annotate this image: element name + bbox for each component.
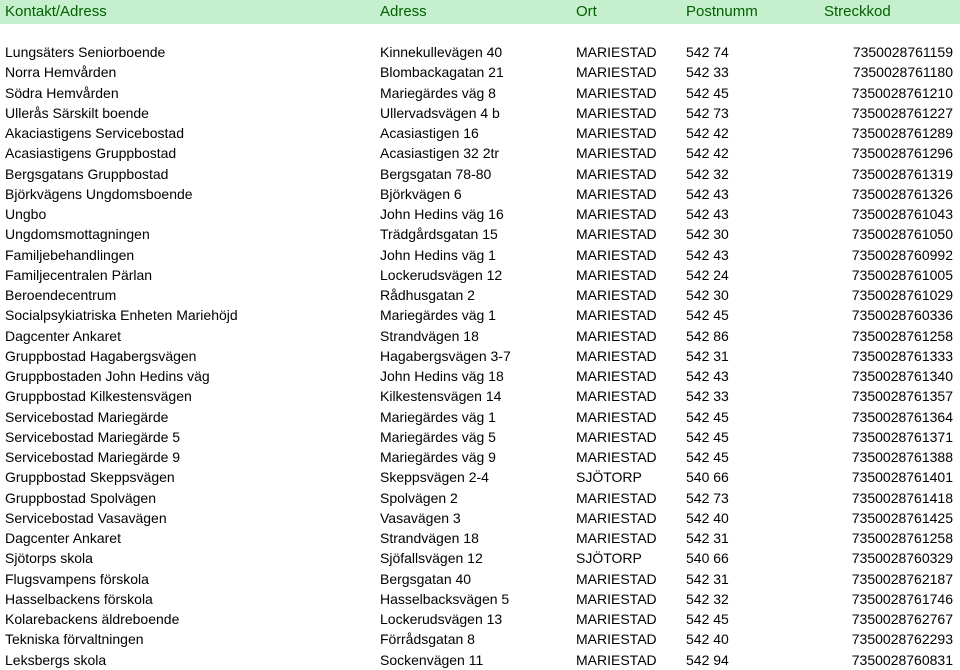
table-row bbox=[0, 103, 960, 123]
table-row bbox=[0, 589, 960, 609]
contact-name-cell[interactable]: Ungbo bbox=[5, 206, 47, 222]
table-row bbox=[0, 83, 960, 103]
barcode-cell[interactable]: 7350028761746 bbox=[851, 590, 953, 607]
contact-name-cell[interactable]: Akaciastigens Servicebostad bbox=[5, 125, 184, 141]
contact-name-cell[interactable]: Hasselbackens förskola bbox=[5, 590, 153, 607]
city-cell[interactable]: MARIESTAD bbox=[576, 145, 657, 162]
address-cell[interactable]: Hagabergsvägen 3-7 bbox=[380, 347, 511, 364]
address-cell[interactable]: Bergsgatan 78-80 bbox=[380, 165, 492, 182]
barcode-cell[interactable]: 7350028760831 bbox=[851, 651, 953, 668]
contact-name-cell[interactable]: Gruppbostaden John Hedins väg bbox=[5, 368, 210, 384]
address-cell[interactable]: Mariegärdes väg 5 bbox=[380, 428, 496, 445]
header-city[interactable]: Ort bbox=[576, 3, 597, 20]
postal-code-cell[interactable]: 542 45 bbox=[686, 408, 729, 425]
address-cell[interactable]: Förrådsgatan 8 bbox=[380, 631, 475, 648]
postal-code-cell[interactable]: 542 86 bbox=[686, 327, 729, 344]
postal-code-cell[interactable]: 542 43 bbox=[686, 185, 729, 202]
table-row bbox=[0, 528, 960, 548]
postal-code-cell[interactable]: 542 45 bbox=[686, 449, 729, 465]
city-cell[interactable]: MARIESTAD bbox=[576, 125, 657, 141]
table-row bbox=[0, 326, 960, 346]
barcode-cell[interactable]: 7350028761180 bbox=[852, 64, 953, 81]
barcode-cell[interactable]: 7350028761210 bbox=[851, 84, 953, 101]
table-row bbox=[0, 285, 960, 305]
table-row bbox=[0, 204, 960, 224]
postal-code-cell[interactable]: 542 31 bbox=[686, 570, 729, 587]
address-cell[interactable]: Acasiastigen 32 2tr bbox=[380, 145, 500, 162]
contact-name-cell[interactable]: Familjebehandlingen bbox=[5, 246, 135, 263]
address-cell[interactable]: Kilkestensvägen 14 bbox=[380, 388, 502, 405]
contact-name-cell[interactable]: Tekniska förvaltningen bbox=[5, 631, 144, 648]
table-row bbox=[0, 245, 960, 265]
barcode-cell[interactable]: 7350028761425 bbox=[851, 509, 953, 526]
table-row bbox=[0, 42, 960, 62]
city-cell[interactable]: MARIESTAD bbox=[576, 246, 657, 263]
postal-code-cell[interactable]: 542 74 bbox=[686, 44, 729, 60]
table-row bbox=[0, 265, 960, 285]
contact-name-cell[interactable]: Servicebostad Mariegärde bbox=[5, 408, 169, 425]
table-row bbox=[0, 184, 960, 204]
address-cell[interactable]: Blombackagatan 21 bbox=[380, 64, 504, 81]
postal-code-cell[interactable]: 542 30 bbox=[686, 226, 729, 243]
barcode-cell[interactable]: 7350028761371 bbox=[851, 428, 953, 445]
table-row bbox=[0, 224, 960, 244]
address-cell[interactable]: Bergsgatan 40 bbox=[380, 570, 472, 587]
address-cell[interactable]: Ullervadsvägen 4 b bbox=[380, 104, 500, 121]
barcode-cell[interactable]: 7350028760329 bbox=[851, 550, 953, 567]
table-row bbox=[0, 143, 960, 163]
barcode-cell[interactable]: 7350028761227 bbox=[851, 104, 953, 121]
barcode-cell[interactable]: 7350028761258 bbox=[851, 327, 953, 344]
postal-code-cell[interactable]: 542 42 bbox=[686, 145, 729, 162]
address-cell[interactable]: Mariegärdes väg 1 bbox=[380, 307, 496, 324]
table-row bbox=[0, 123, 960, 143]
table-body bbox=[0, 42, 960, 670]
postal-code-cell[interactable]: 542 43 bbox=[686, 206, 729, 222]
barcode-cell[interactable]: 7350028760336 bbox=[851, 307, 953, 324]
contact-name-cell[interactable]: Gruppbostad Hagabergsvägen bbox=[5, 347, 197, 364]
postal-code-cell[interactable]: 542 73 bbox=[686, 104, 729, 121]
city-cell[interactable]: MARIESTAD bbox=[576, 327, 657, 344]
city-cell[interactable]: SJÖTORP bbox=[576, 469, 642, 486]
postal-code-cell[interactable]: 542 45 bbox=[686, 611, 729, 627]
table-row bbox=[0, 346, 960, 366]
city-cell[interactable]: MARIESTAD bbox=[576, 307, 657, 324]
contact-name-cell[interactable]: Dagcenter Ankaret bbox=[5, 327, 121, 344]
contact-name-cell[interactable]: Servicebostad Mariegärde 5 bbox=[5, 428, 181, 445]
contact-name-cell[interactable]: Ungdomsmottagningen bbox=[5, 226, 150, 243]
postal-code-cell[interactable]: 540 66 bbox=[686, 469, 729, 486]
city-cell[interactable]: MARIESTAD bbox=[576, 651, 657, 668]
contact-name-cell[interactable]: Dagcenter Ankaret bbox=[5, 530, 121, 546]
postal-code-cell[interactable]: 542 30 bbox=[686, 287, 729, 303]
table-row bbox=[0, 548, 960, 568]
contact-name-cell[interactable]: Sjötorps skola bbox=[5, 550, 93, 567]
city-cell[interactable]: MARIESTAD bbox=[576, 509, 657, 526]
city-cell[interactable]: MARIESTAD bbox=[576, 226, 657, 243]
city-cell[interactable]: MARIESTAD bbox=[576, 368, 657, 384]
address-cell[interactable]: Strandvägen 18 bbox=[380, 530, 479, 546]
address-cell[interactable]: John Hedins väg 18 bbox=[380, 368, 504, 384]
contact-name-cell[interactable]: Lungsäters Seniorboende bbox=[5, 44, 166, 60]
header-postal-code[interactable]: Postnumm bbox=[686, 3, 758, 20]
barcode-cell[interactable]: 7350028761401 bbox=[851, 469, 953, 486]
barcode-cell[interactable]: 7350028761289 bbox=[851, 125, 953, 141]
table-row bbox=[0, 305, 960, 325]
city-cell[interactable]: MARIESTAD bbox=[576, 165, 657, 182]
barcode-cell[interactable]: 7350028761029 bbox=[851, 287, 953, 303]
address-cell[interactable]: Sjöfallsvägen 12 bbox=[380, 550, 483, 567]
address-cell[interactable]: John Hedins väg 1 bbox=[380, 246, 496, 263]
barcode-cell[interactable]: 7350028761333 bbox=[851, 347, 953, 364]
city-cell[interactable]: MARIESTAD bbox=[576, 428, 657, 445]
postal-code-cell[interactable]: 542 40 bbox=[686, 509, 729, 526]
barcode-cell[interactable]: 7350028761296 bbox=[851, 145, 953, 162]
address-cell[interactable]: Acasiastigen 16 bbox=[380, 125, 479, 141]
contact-name-cell[interactable]: Servicebostad Vasavägen bbox=[5, 509, 167, 526]
postal-code-cell[interactable]: 542 32 bbox=[686, 590, 729, 607]
contact-name-cell[interactable]: Södra Hemvården bbox=[5, 84, 119, 101]
city-cell[interactable]: MARIESTAD bbox=[576, 287, 657, 303]
contact-name-cell[interactable]: Björkvägens Ungdomsboende bbox=[5, 185, 193, 202]
contact-name-cell[interactable]: Acasiastigens Gruppbostad bbox=[5, 145, 177, 162]
city-cell[interactable]: MARIESTAD bbox=[576, 530, 657, 546]
postal-code-cell[interactable]: 542 43 bbox=[686, 368, 729, 384]
city-cell[interactable]: MARIESTAD bbox=[576, 64, 657, 81]
address-cell[interactable]: Hasselbacksvägen 5 bbox=[380, 590, 510, 607]
barcode-cell[interactable]: 7350028762187 bbox=[851, 570, 953, 587]
contact-name-cell[interactable]: Ullerås Särskilt boende bbox=[5, 104, 149, 121]
postal-code-cell[interactable]: 542 33 bbox=[686, 64, 729, 81]
contact-name-cell[interactable]: Flugsvampens förskola bbox=[5, 570, 149, 587]
header-contact-address[interactable]: Kontakt/Adress bbox=[5, 3, 107, 20]
address-cell[interactable]: Skeppsvägen 2-4 bbox=[380, 469, 489, 486]
postal-code-cell[interactable]: 542 73 bbox=[686, 489, 729, 506]
city-cell[interactable]: MARIESTAD bbox=[576, 611, 657, 627]
contact-name-cell[interactable]: Servicebostad Mariegärde 9 bbox=[5, 449, 181, 465]
postal-code-cell[interactable]: 542 24 bbox=[686, 266, 729, 283]
header-barcode[interactable]: Streckkod bbox=[824, 3, 891, 20]
postal-code-cell[interactable]: 542 32 bbox=[686, 165, 729, 182]
barcode-cell[interactable]: 7350028761357 bbox=[851, 388, 953, 405]
city-cell[interactable]: MARIESTAD bbox=[576, 266, 657, 283]
barcode-cell[interactable]: 7350028762293 bbox=[851, 631, 953, 648]
table-row bbox=[0, 447, 960, 467]
table-row bbox=[0, 386, 960, 406]
city-cell[interactable]: MARIESTAD bbox=[576, 206, 657, 222]
table-row bbox=[0, 569, 960, 589]
contact-name-cell[interactable]: Leksbergs skola bbox=[5, 651, 107, 668]
barcode-cell[interactable]: 7350028761340 bbox=[851, 368, 953, 384]
address-cell[interactable]: John Hedins väg 16 bbox=[380, 206, 504, 222]
address-cell[interactable]: Strandvägen 18 bbox=[380, 327, 479, 344]
address-cell[interactable]: Trädgårdsgatan 15 bbox=[380, 226, 498, 243]
contact-name-cell[interactable]: Gruppbostad Skeppsvägen bbox=[5, 469, 175, 486]
address-cell[interactable]: Mariegärdes väg 9 bbox=[380, 449, 496, 465]
address-cell[interactable]: Sockenvägen 11 bbox=[380, 651, 484, 668]
table-row bbox=[0, 488, 960, 508]
table-row bbox=[0, 629, 960, 649]
city-cell[interactable]: SJÖTORP bbox=[576, 550, 642, 567]
postal-code-cell[interactable]: 542 42 bbox=[686, 125, 729, 141]
contact-name-cell[interactable]: Kolarebackens äldreboende bbox=[5, 611, 180, 627]
table-row bbox=[0, 508, 960, 528]
contact-name-cell[interactable]: Socialpsykiatriska Enheten Mariehöjd bbox=[5, 307, 238, 324]
table-row bbox=[0, 467, 960, 487]
address-cell[interactable]: Spolvägen 2 bbox=[380, 489, 458, 506]
address-cell[interactable]: Kinnekullevägen 40 bbox=[380, 44, 503, 60]
contact-name-cell[interactable]: Gruppbostad Kilkestensvägen bbox=[5, 388, 192, 405]
table-row bbox=[0, 62, 960, 82]
city-cell[interactable]: MARIESTAD bbox=[576, 185, 657, 202]
barcode-cell[interactable]: 7350028761005 bbox=[851, 266, 953, 283]
city-cell[interactable]: MARIESTAD bbox=[576, 489, 657, 506]
postal-code-cell[interactable]: 542 45 bbox=[686, 307, 729, 324]
city-cell[interactable]: MARIESTAD bbox=[576, 84, 657, 101]
city-cell[interactable]: MARIESTAD bbox=[576, 347, 657, 364]
address-cell[interactable]: Lockerudsvägen 12 bbox=[380, 266, 503, 283]
city-cell[interactable]: MARIESTAD bbox=[576, 631, 657, 648]
header-row bbox=[0, 0, 960, 24]
barcode-cell[interactable]: 7350028761418 bbox=[851, 489, 953, 506]
postal-code-cell[interactable]: 542 45 bbox=[686, 428, 729, 445]
table-row bbox=[0, 407, 960, 427]
postal-code-cell[interactable]: 542 43 bbox=[686, 246, 729, 263]
city-cell[interactable]: MARIESTAD bbox=[576, 104, 657, 121]
address-cell[interactable]: Vasavägen 3 bbox=[380, 509, 461, 526]
barcode-cell[interactable]: 7350028761050 bbox=[851, 226, 953, 243]
address-cell[interactable]: Rådhusgatan 2 bbox=[380, 287, 475, 303]
postal-code-cell[interactable]: 542 45 bbox=[686, 84, 729, 101]
table-row bbox=[0, 650, 960, 670]
contact-name-cell[interactable]: Norra Hemvården bbox=[5, 64, 117, 81]
barcode-cell[interactable]: 7350028761258 bbox=[851, 530, 953, 546]
city-cell[interactable]: MARIESTAD bbox=[576, 570, 657, 587]
address-cell[interactable]: Mariegärdes väg 8 bbox=[380, 84, 496, 101]
city-cell[interactable]: MARIESTAD bbox=[576, 388, 657, 405]
table-row bbox=[0, 427, 960, 447]
header-address[interactable]: Adress bbox=[380, 3, 427, 20]
postal-code-cell[interactable]: 540 66 bbox=[686, 550, 729, 567]
postal-code-cell[interactable]: 542 94 bbox=[686, 651, 729, 668]
city-cell[interactable]: MARIESTAD bbox=[576, 408, 657, 425]
city-cell[interactable]: MARIESTAD bbox=[576, 449, 657, 465]
contact-name-cell[interactable]: Beroendecentrum bbox=[5, 287, 117, 303]
postal-code-cell[interactable]: 542 40 bbox=[686, 631, 729, 648]
postal-code-cell[interactable]: 542 31 bbox=[686, 530, 729, 546]
city-cell[interactable]: MARIESTAD bbox=[576, 590, 657, 607]
table-row bbox=[0, 164, 960, 184]
barcode-cell[interactable]: 7350028761043 bbox=[851, 206, 953, 222]
table-row bbox=[0, 609, 960, 629]
address-cell[interactable]: Lockerudsvägen 13 bbox=[380, 611, 503, 627]
city-cell[interactable]: MARIESTAD bbox=[576, 44, 657, 60]
address-cell[interactable]: Mariegärdes väg 1 bbox=[380, 408, 496, 425]
table-row bbox=[0, 366, 960, 386]
address-cell[interactable]: Björkvägen 6 bbox=[380, 185, 462, 202]
barcode-cell[interactable]: 7350028761326 bbox=[851, 185, 953, 202]
barcode-cell[interactable]: 7350028761319 bbox=[851, 165, 953, 182]
contact-name-cell[interactable]: Gruppbostad Spolvägen bbox=[5, 489, 156, 506]
barcode-cell[interactable]: 7350028762767 bbox=[851, 611, 953, 627]
barcode-cell[interactable]: 7350028761364 bbox=[851, 408, 953, 425]
barcode-cell[interactable]: 7350028760992 bbox=[851, 246, 953, 263]
contact-name-cell[interactable]: Familjecentralen Pärlan bbox=[5, 266, 153, 283]
postal-code-cell[interactable]: 542 31 bbox=[686, 347, 729, 364]
postal-code-cell[interactable]: 542 33 bbox=[686, 388, 729, 405]
barcode-cell[interactable]: 7350028761388 bbox=[851, 449, 953, 465]
contact-name-cell[interactable]: Bergsgatans Gruppbostad bbox=[5, 165, 169, 182]
barcode-cell[interactable]: 7350028761159 bbox=[852, 44, 953, 60]
